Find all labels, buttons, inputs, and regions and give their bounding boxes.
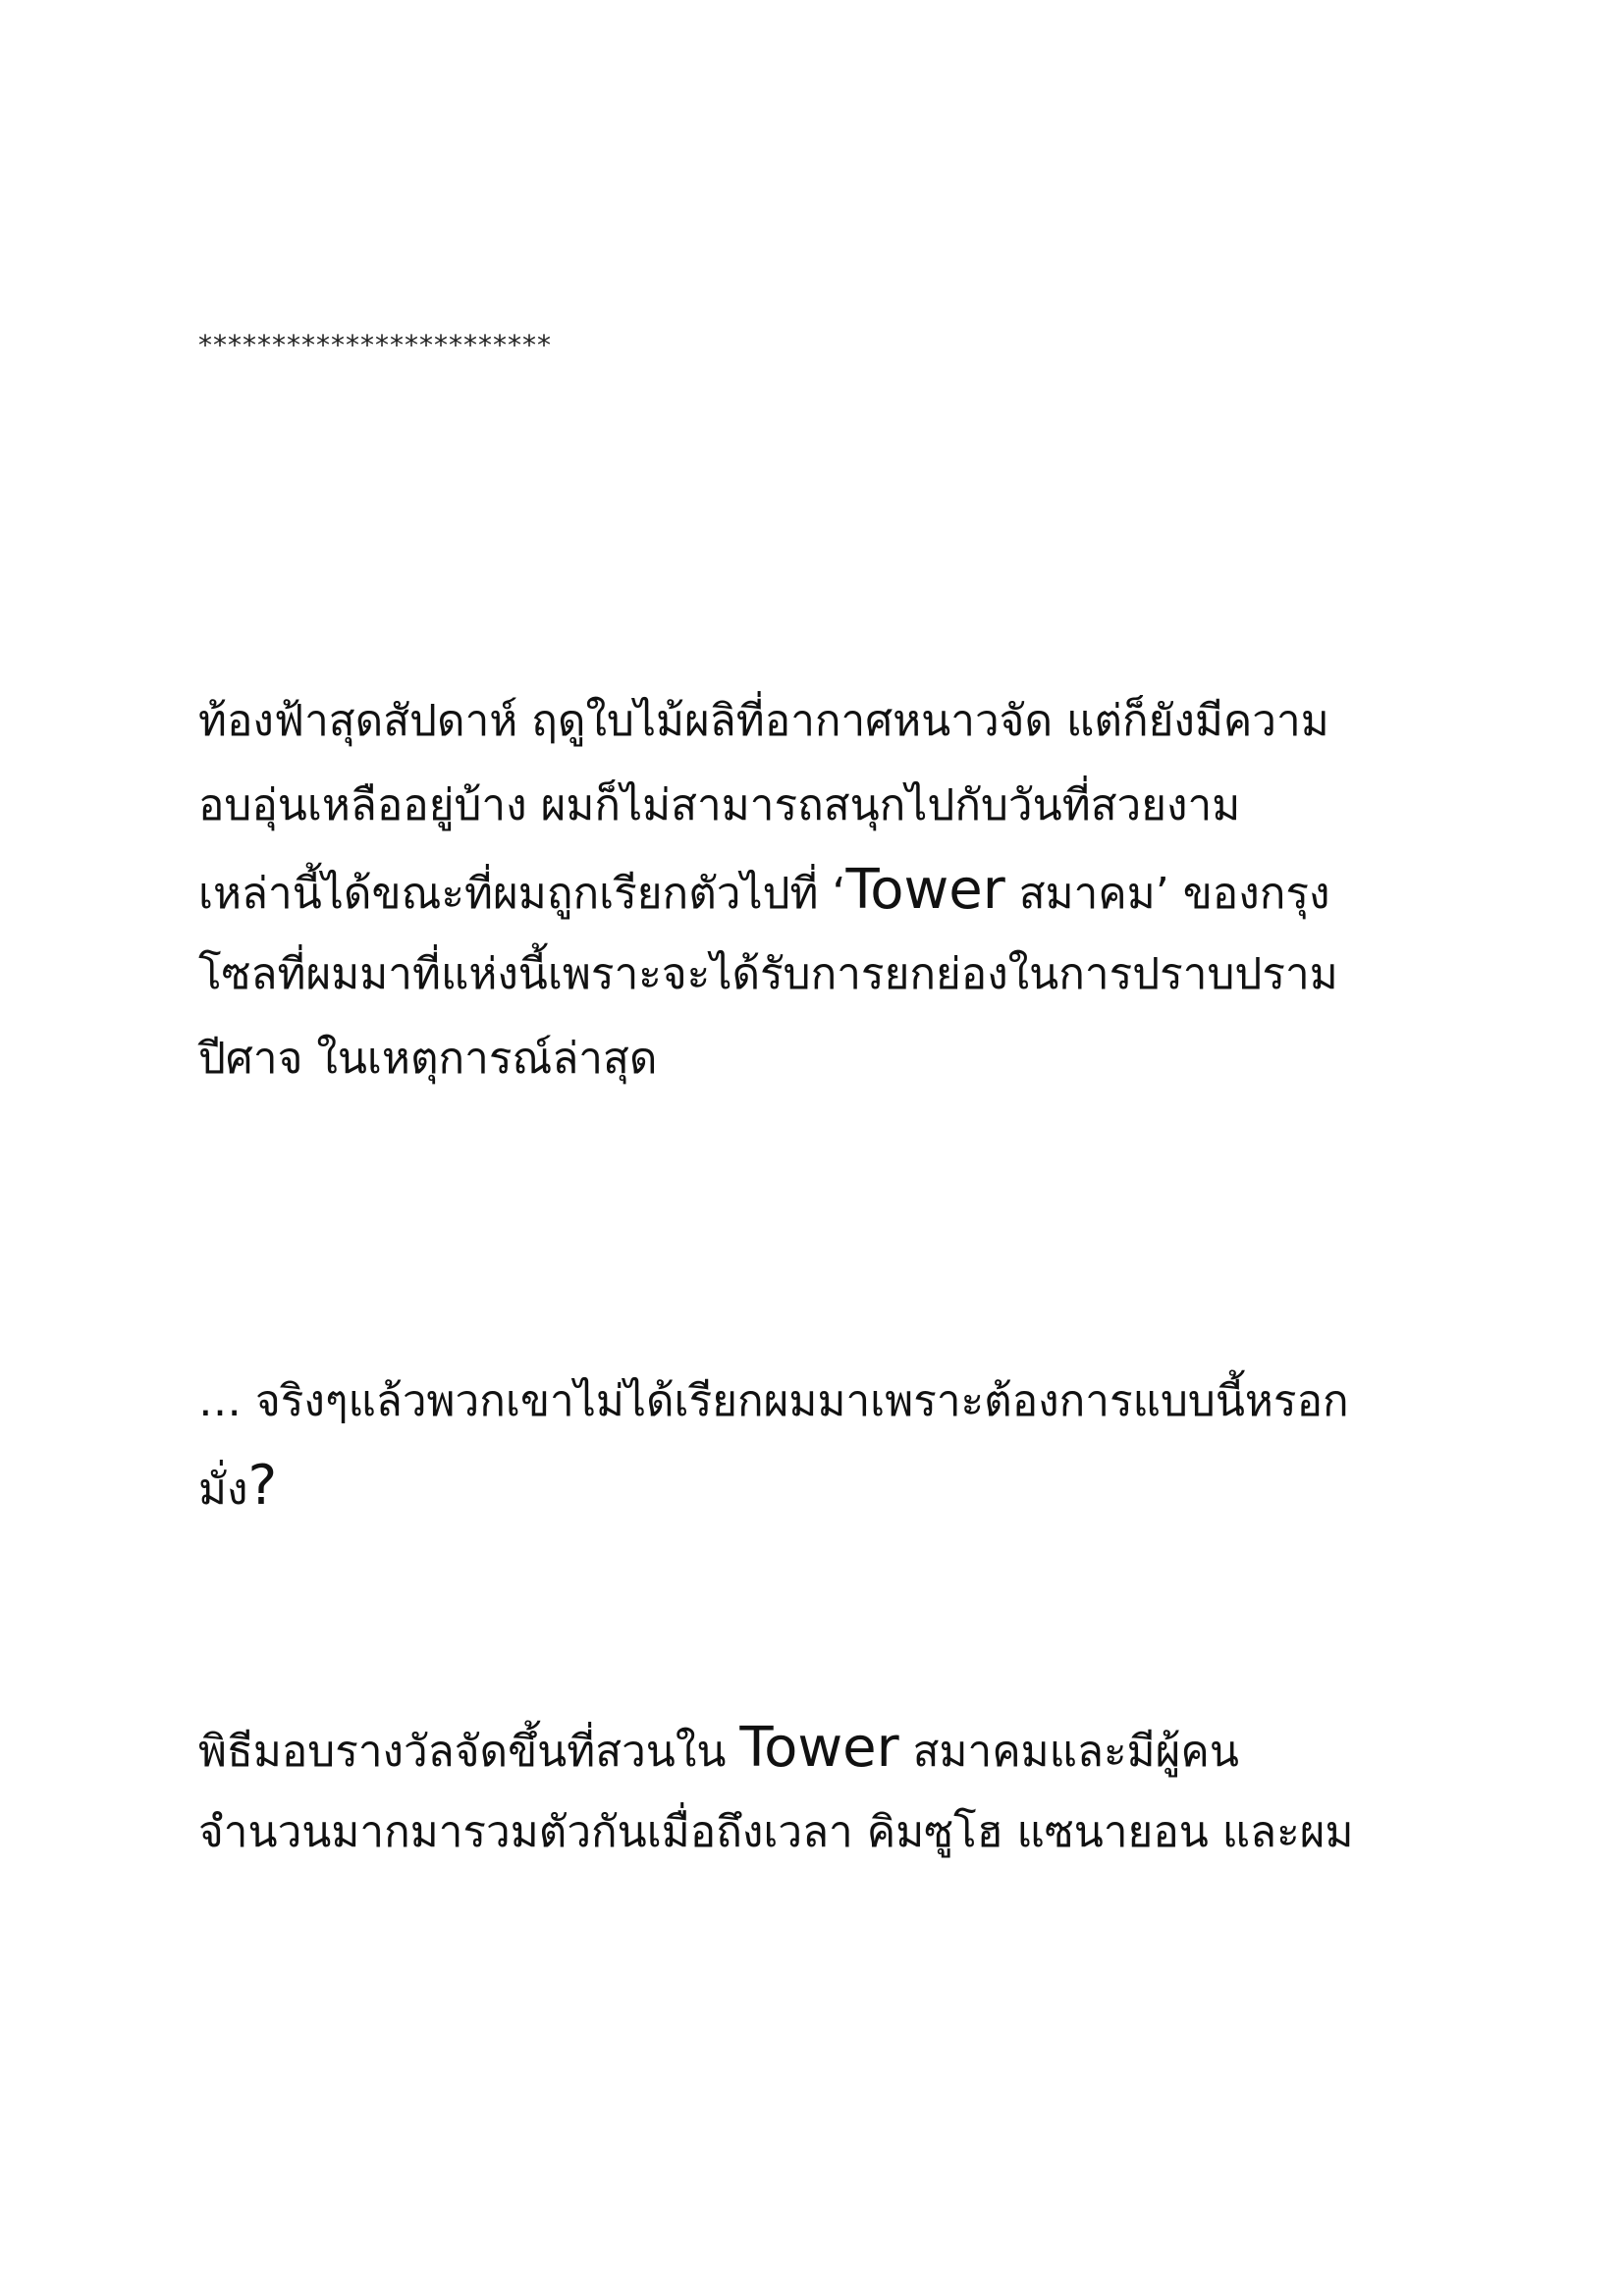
- text-span: เหล่านี้ได้ขณะที่ผมถูกเรียกตัวไปที่ ‘: [198, 869, 846, 919]
- section-divider: ************************: [198, 329, 552, 361]
- question-mark: ?: [247, 1454, 278, 1518]
- text-span: พิธีมอบรางวัลจัดขึ้นที่สวนใน: [198, 1727, 740, 1777]
- text-line: [198, 1444, 1435, 1528]
- tower-word: Tower: [845, 858, 1005, 922]
- paragraph-3: [198, 1706, 1435, 1875]
- text-line: ท้องฟ้าสุดสัปดาห์ ฤดูใบไม้ผลิที่อากาศหนาวจัด แต่ก็ยังมีความ: [198, 696, 1329, 746]
- text-line: โซลที่ผมมาที่แห่งนี้เพราะจะได้รับการยกย่องในการปราบปราม: [198, 949, 1338, 999]
- text-line: … จริงๆแล้วพวกเขาไม่ได้เรียกผมมาเพราะต้องการแบบนี้หรอก: [198, 1376, 1349, 1426]
- text-span: สมาคมและมีผู้คน: [898, 1727, 1239, 1777]
- text-line: [198, 1706, 1435, 1790]
- paragraph-2: [198, 1360, 1435, 1528]
- tower-word: Tower: [739, 1716, 899, 1780]
- text-line: ปีศาจ ในเหตุการณ์ล่าสุด: [198, 1034, 658, 1084]
- text-span: สมาคม’ ของกรุง: [1004, 869, 1330, 919]
- text-line: จำนวนมากมารวมตัวกันเมื่อถึงเวลา คิมซูโฮ แซนายอน และผม: [198, 1807, 1354, 1857]
- text-line: อบอุ่นเหลืออยู่บ้าง ผมก็ไม่สามารถสนุกไปกับวันที่สวยงาม: [198, 780, 1241, 830]
- text-span: มั่ง: [198, 1465, 248, 1515]
- text-line: [198, 848, 1435, 933]
- paragraph-1: [198, 679, 1435, 1101]
